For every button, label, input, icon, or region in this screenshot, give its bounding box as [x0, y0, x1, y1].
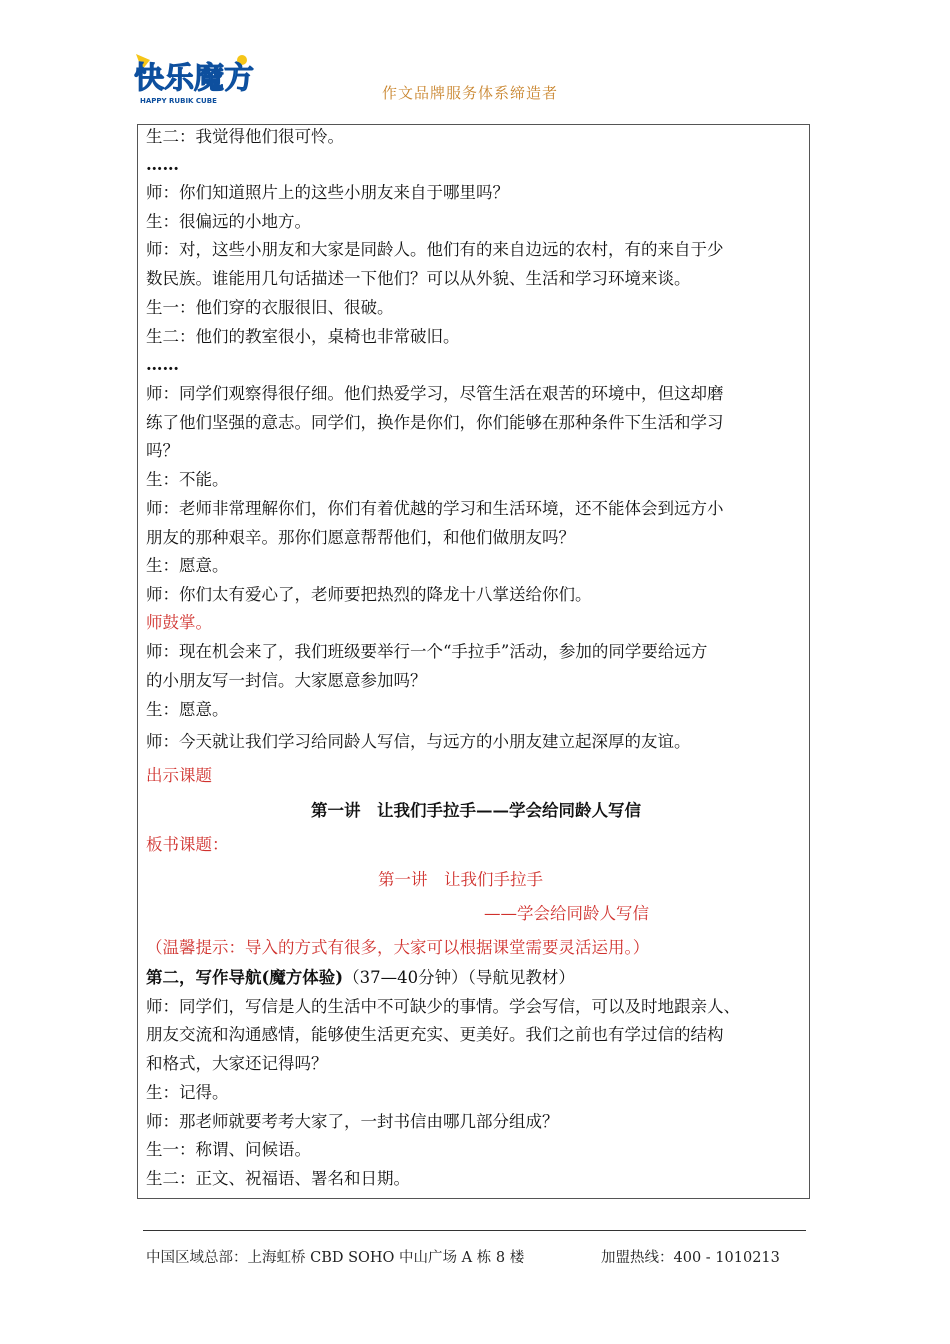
dialogue-line: 生二：我觉得他们很可怜。: [146, 127, 344, 146]
ellipsis: ……: [146, 155, 179, 174]
stage-direction: 板书课题：: [146, 835, 229, 854]
dialogue-line: 师：今天就让我们学习给同龄人写信，与远方的小朋友建立起深厚的友谊。: [146, 732, 691, 751]
lesson-title: 第一讲 让我们手拉手——学会给同龄人写信: [311, 801, 641, 820]
dialogue-line: 师：老师非常理解你们，你们有着优越的学习和生活环境，还不能体会到远方小: [146, 499, 724, 518]
stage-direction: 出示课题: [146, 766, 212, 785]
section-heading-title: 第二，写作导航(魔方体验): [146, 968, 344, 987]
dialogue-line: 朋友交流和沟通感情，能够使生活更充实、更美好。我们之前也有学过信的结构: [146, 1025, 724, 1044]
section-heading-detail: （37—40分钟）（导航见教材）: [343, 968, 575, 987]
dialogue-line: 吗？: [146, 441, 179, 460]
dialogue-line: 生二：他们的教室很小，桌椅也非常破旧。: [146, 327, 460, 346]
dialogue-line: 的小朋友写一封信。大家愿意参加吗？: [146, 671, 427, 690]
dialogue-line: 生：记得。: [146, 1083, 229, 1102]
dialogue-line: 和格式，大家还记得吗？: [146, 1054, 328, 1073]
footer-divider: [143, 1230, 806, 1231]
section-heading: [146, 968, 575, 988]
dialogue-line: 师：你们太有爱心了，老师要把热烈的降龙十八掌送给你们。: [146, 585, 592, 604]
dialogue-line: 师：对，这些小朋友和大家是同龄人。他们有的来自边远的农村，有的来自于少: [146, 240, 724, 259]
lesson-content-box: [137, 124, 810, 1199]
dialogue-line: 生：愿意。: [146, 700, 229, 719]
ellipsis: ……: [146, 355, 179, 374]
dialogue-line: 生：愿意。: [146, 556, 229, 575]
logo-subtext: HAPPY RUBIK CUBE: [140, 97, 217, 105]
dialogue-line: 师：同学们，写信是人的生活中不可缺少的事情。学会写信，可以及时地跟亲人、: [146, 997, 740, 1016]
board-title-sub: ——学会给同龄人写信: [484, 904, 649, 923]
tip-note: （温馨提示：导入的方式有很多，大家可以根据课堂需要灵活运用。）: [146, 938, 650, 957]
dialogue-line: 生：很偏远的小地方。: [146, 212, 311, 231]
logo-text: 快乐魔方: [134, 61, 254, 96]
dialogue-line: 数民族。谁能用几句话描述一下他们？可以从外貌、生活和学习环境来谈。: [146, 269, 691, 288]
dialogue-line: 师：那老师就要考考大家了，一封书信由哪几部分组成？: [146, 1112, 559, 1131]
footer-address: 中国区域总部：上海虹桥 CBD SOHO 中山广场 A 栋 8 楼: [146, 1250, 525, 1266]
dialogue-line: 生一：他们穿的衣服很旧、很破。: [146, 298, 394, 317]
dialogue-line: 生二：正文、祝福语、署名和日期。: [146, 1169, 410, 1188]
tagline: 作文品牌服务体系缔造者: [382, 84, 559, 102]
board-title-main: 第一讲 让我们手拉手: [378, 870, 543, 889]
logo-graphic: [130, 48, 255, 108]
dialogue-line: 生一：称谓、问候语。: [146, 1140, 311, 1159]
dialogue-line: 师：你们知道照片上的这些小朋友来自于哪里吗？: [146, 183, 509, 202]
brand-logo: [130, 48, 255, 108]
dialogue-line: 师：现在机会来了，我们班级要举行一个“手拉手”活动，参加的同学要给远方: [146, 642, 708, 661]
stage-direction: 师鼓掌。: [146, 613, 212, 632]
dialogue-line: 朋友的那种艰辛。那你们愿意帮帮他们，和他们做朋友吗？: [146, 528, 575, 547]
dialogue-line: 练了他们坚强的意志。同学们，换作是你们，你们能够在那种条件下生活和学习: [146, 413, 724, 432]
dialogue-line: 师：同学们观察得很仔细。他们热爱学习，尽管生活在艰苦的环境中，但这却磨: [146, 384, 724, 403]
dialogue-line: 生：不能。: [146, 470, 229, 489]
footer-hotline: 加盟热线：400 - 1010213: [601, 1250, 780, 1266]
